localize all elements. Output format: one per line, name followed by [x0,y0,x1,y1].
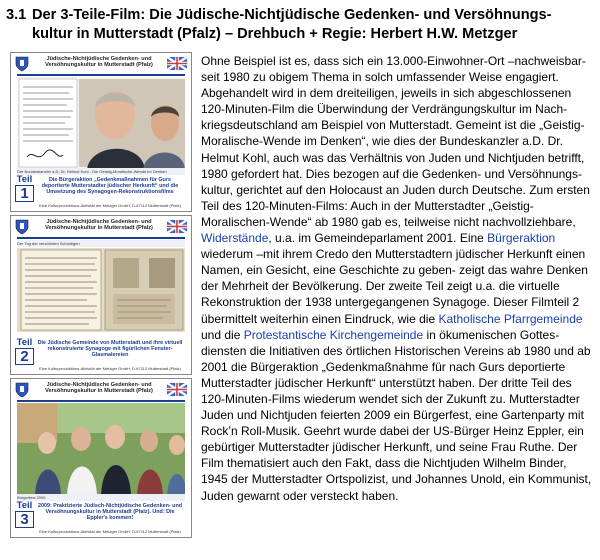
cover-stripe [17,400,185,402]
section-number: 3.1 [6,7,27,23]
cover-footer: Eine Kulturproduktions-Aktivität der Metzger GmbH, D-67112 Mutterstadt (Pfalz) [39,529,181,534]
part-badge [15,337,34,365]
film-covers [10,52,192,541]
section-heading [6,6,594,44]
heading-line-1: Der 3-Teile-Film: Die Jüdische-Nichtjüdische Gedenken- und Versöhnungs- [32,7,552,23]
cover-photo [17,77,185,169]
link-buergeraktion[interactable]: Bürgeraktion [487,231,556,246]
link-protestantische-kirchengemeinde[interactable]: Protestantische Kirchengemeinde [243,327,424,342]
coat-of-arms-icon [15,56,29,72]
cover-subtitle: 2009: Praktizierte Jüdisch-Nichtjüdische Gedenken- und Versöhnungskultur in Mutterstadt (Pfalz). Und: Die Eppler's kommen! [37,503,183,522]
heading-line-2: kultur in Mutterstadt (Pfalz) – Drehbuch + Regie: Herbert H.W. Metzger [32,26,518,42]
link-katholische-pfarrgemeinde[interactable]: Katholische Pfarrgemeinde [438,311,583,326]
part-label: Teil [16,174,33,185]
part-badge [15,174,34,202]
cover-title: Jüdische-Nichtjüdische Gedenken- und Versöhnungskultur in Mutterstadt (Pfalz) [45,382,153,395]
cover-title: Jüdische-Nichtjüdische Gedenken- und Versöhnungskultur in Mutterstadt (Pfalz) [45,56,153,69]
body-text-2: , u.a. im Gemeindeparlament 2001. Eine [268,231,488,246]
part-badge [15,500,34,528]
flag-icon [167,57,187,70]
flag-icon [167,383,187,396]
body-text-1: Ohne Beispiel ist es, dass sich ein 13.000-Einwohner-Ort –nachweisbar-seit 1980 zu obigem Thema in solch umfassender Weise engagiert. Abgehandelt wird in dem dreiteiligen, jeweils in sich abgeschlossenen 120-Minuten-Film die Überwindung der Verdrängungskultur im Nach-kriegsdeutschland am Beispiel von Mutterstadt. Gemeint ist die „Geistig-Moralische-Wende im Denken“, wie dies der Bundeskanzler a.D. Dr. Helmut Kohl, auch was das Verhältnis von Juden und Nichtjuden betrifft, 1980 gefordert hat. Dies bezogen auf die Gedenken- und Versöhnungs-kultur, gerichtet auf den Holocaust an Juden durch Deutsche. Zum ersten Teil des 120-Minuten-Films: Auch in der Mutterstadter „Geistig-Moralischen-Wende“ ab 1980 gab es, teilweise nicht nachvollziehbare, [201,54,590,229]
cover-stripe [17,237,185,239]
film-cover-part-1[interactable] [10,52,192,212]
body-text-3: wiederum –mit ihrem Credo den Mutterstadtern jüdischer Herkunft einen Namen, ein Gesicht, eine Geschichte zu geben- zeigt das wahre Denken der Mehrheit der Bevölkerung. Der zweite Teil zeigt u.a. die virtuelle Rekonstruktion der 1938 untergegangenen Synagoge. Dieser Filmteil 2 übermittelt weiterhin einen Eindruck, wie die [201,247,588,326]
cover-stripe [17,74,185,76]
flag-icon [167,220,187,233]
part-number: 2 [15,348,34,365]
cover-title: Jüdische-Nichtjüdische Gedenken- und Versöhnungskultur in Mutterstadt (Pfalz) [45,219,153,232]
cover-photo [17,248,185,332]
link-widerstaende[interactable]: Widerstände [201,231,269,246]
film-cover-part-3[interactable] [10,378,192,538]
body-text-5: in ökumenischen Gottes-diensten die Initiativen des örtlichen Historischen Vereins ab 1980 und ab 2001 die Bürgeraktion „Gedenkmaßnahme für nach Gurs deportierte Mutterstadter jüdischer Herkunft“ unterstützt haben. Der dritte Teil des 120-Minuten-Films wiederum wendet sich der Zukunft zu. Mutterstadter Juden und Nichtjuden feierten 2009 ein Bürgerfest, eine Gartenparty mit Rock’n Roll-Musik. Geehrt wurde dabei der US-Bürger Heinz Eppler, ein gebürtiger Mutterstadter jüdischer Herkunft, und seine Frau Ruthe. Der Film thematisiert auch den Fakt, dass die Nichtjuden Wilhelm Binder, 1945 der Mutterstadter Ortspolizist, und Johannes Unold, ein Kommunist, Juden gewarnt oder versteckt haben. [201,327,592,503]
film-cover-part-2[interactable] [10,215,192,375]
cover-subtitle: Die Bürgeraktion „Gedenkmaßnahmen für Gurs deportierte Mutterstadter jüdischer Herkunft“ und die Umsetzung des Synagogen-Rekonstruktionsfilms [41,177,179,196]
part-label: Teil [16,500,33,511]
cover-caption: Der Tag der versöhnten Schuldigen [17,240,185,247]
article-body [201,53,593,504]
cover-caption: Der Bundeskanzler a.D. Dr. Helmut Kohl - Die Geistig-Moralische-Wende im Denken [17,168,185,175]
cover-footer: Eine Kulturproduktions-Aktivität der Metzger GmbH, D-67112 Mutterstadt (Pfalz) [39,366,181,371]
cover-photo [17,403,185,495]
cover-footer: Eine Kulturproduktions-Aktivität der Metzger GmbH, D-67112 Mutterstadt (Pfalz) [39,203,181,208]
coat-of-arms-icon [15,382,29,398]
cover-caption: Bürgerfest 2009 [17,494,185,501]
body-text-4: und die [201,327,244,342]
coat-of-arms-icon [15,219,29,235]
cover-subtitle: Die Jüdische Gemeinde von Mutterstadt und ihre virtuell rekonstruierte Synagoge mit figürlichen Fenster-Glasmalereien [37,340,183,359]
part-label: Teil [16,337,33,348]
part-number: 1 [15,185,34,202]
part-number: 3 [15,511,34,528]
